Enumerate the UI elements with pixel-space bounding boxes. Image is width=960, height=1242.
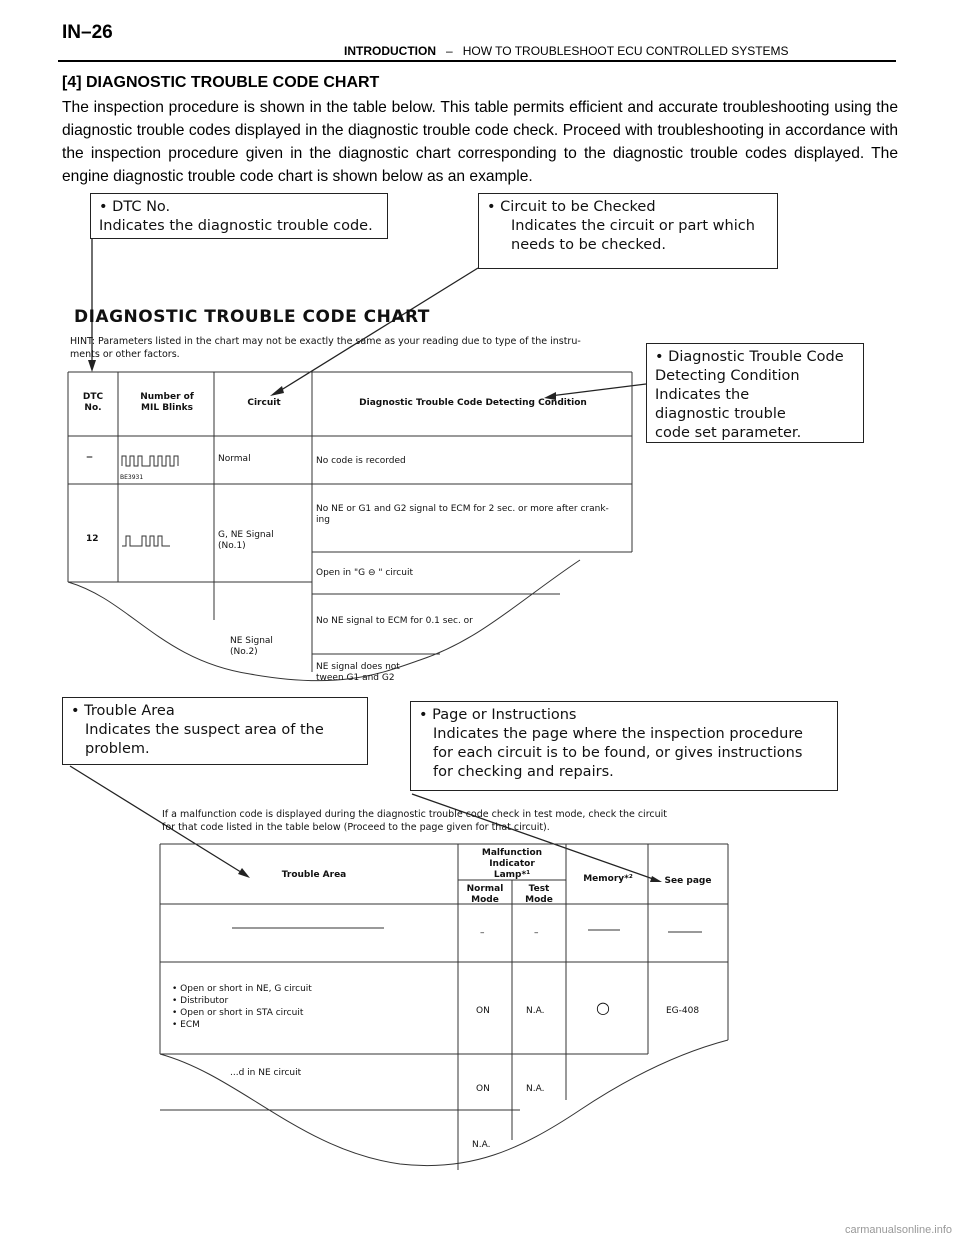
row2-area-2: • Distributor xyxy=(172,996,229,1006)
header-circuit: Circuit xyxy=(247,398,281,408)
page-number: IN–26 xyxy=(62,22,113,43)
callout-trouble-area-body: Indicates the suspect area of the problem. xyxy=(85,722,324,757)
header-separator: – xyxy=(446,44,453,58)
callout-circuit-title: • Circuit to be Checked xyxy=(487,199,656,215)
row2-dtc: 12 xyxy=(86,534,99,544)
watermark: carmanualsonline.info xyxy=(844,1224,952,1236)
callout-page-body: Indicates the page where the inspection procedure for each circuit is to be found, or gives instructions for checking and repairs. xyxy=(433,726,803,780)
header-mil-blinks: Number of MIL Blinks xyxy=(140,392,194,413)
callout-circuit xyxy=(478,193,778,269)
row2-circuit: G, NE Signal (No.1) xyxy=(218,530,274,551)
callout-dtc-no-body: Indicates the diagnostic trouble code. xyxy=(99,218,373,234)
row1-circuit: Normal xyxy=(218,454,251,464)
header-see-page: See page xyxy=(664,876,712,886)
header-test-mode: Test Mode xyxy=(525,884,553,905)
row2-see-page: EG-408 xyxy=(666,1006,700,1016)
malfunction-note: If a malfunction code is displayed during the diagnostic trouble code check in test mode, check the circuit for that code listed in the table below (Proceed to the page given for that circuit). xyxy=(162,809,667,833)
callout-trouble-area-title: • Trouble Area xyxy=(71,703,175,719)
chart-hint: HINT: Parameters listed in the chart may not be exactly the same as your reading due to type of the instru- ments or other factors. xyxy=(70,336,581,360)
callout-detecting-condition xyxy=(646,343,864,443)
callout-circuit-body: Indicates the circuit or part which needs to be checked. xyxy=(511,218,755,253)
row3-condition-2: NE signal does not tween G1 and G2 xyxy=(316,662,400,683)
header-dtc-no: DTC No. xyxy=(82,392,104,413)
row3-circuit: NE Signal (No.2) xyxy=(230,636,273,657)
row3-test: N.A. xyxy=(526,1084,545,1094)
callout-page-instructions xyxy=(410,701,838,791)
row2-normal: ON xyxy=(476,1006,490,1016)
callout-detecting-title: • Diagnostic Trouble Code xyxy=(655,349,844,365)
row1-test: – xyxy=(534,928,539,938)
row1-ref-code: BE3931 xyxy=(120,474,144,481)
callout-trouble-area xyxy=(62,697,368,765)
callout-detecting-body: Detecting Condition Indicates the diagnostic trouble code set parameter. xyxy=(655,368,802,441)
row2-memory: ○ xyxy=(596,998,610,1017)
header-section: INTRODUCTION xyxy=(344,44,436,58)
header-mil: Malfunction Indicator Lamp*¹ xyxy=(481,848,543,880)
callout-page-title: • Page or Instructions xyxy=(419,707,577,723)
callout-dtc-no-title: • DTC No. xyxy=(99,199,171,215)
header-trouble-area: Trouble Area xyxy=(281,870,347,880)
row3-normal: ON xyxy=(476,1084,490,1094)
row3-area: ...d in NE circuit xyxy=(230,1068,302,1078)
row2-area-1: • Open or short in NE, G circuit xyxy=(172,984,312,994)
header-normal-mode: Normal Mode xyxy=(466,884,504,905)
intro-paragraph: The inspection procedure is shown in the table below. This table permits efficient and accurate troubleshooting using the diagnostic trouble codes displayed in the diagnostic trouble code check. Proceed with troubleshooting in accordance with the inspection procedure given in the diagnostic chart corresponding to the diagnostic trouble codes displayed. The engine diagnostic trouble code chart is shown below as an example. xyxy=(62,99,898,185)
row2-condition-1: No NE or G1 and G2 signal to ECM for 2 sec. or more after crank- ing xyxy=(316,504,609,525)
row2-condition-2: Open in "G ⊖ " circuit xyxy=(316,568,413,578)
row2-area-4: • ECM xyxy=(172,1020,200,1030)
trouble-area-table xyxy=(160,844,728,1174)
chart-title: DIAGNOSTIC TROUBLE CODE CHART xyxy=(74,307,430,327)
section-title: [4] DIAGNOSTIC TROUBLE CODE CHART xyxy=(62,74,380,91)
row3-condition-1: No NE signal to ECM for 0.1 sec. or xyxy=(316,616,473,626)
row1-dtc: – xyxy=(86,449,93,465)
row1-condition: No code is recorded xyxy=(316,456,406,466)
row2-test: N.A. xyxy=(526,1006,545,1016)
row2-area-3: • Open or short in STA circuit xyxy=(172,1008,304,1018)
header-subsection: HOW TO TROUBLESHOOT ECU CONTROLLED SYSTEMS xyxy=(462,44,789,58)
header-condition: Diagnostic Trouble Code Detecting Condition xyxy=(359,398,587,408)
row1-normal: – xyxy=(480,928,485,938)
header-memory: Memory*² xyxy=(583,874,633,884)
row4-normal: N.A. xyxy=(472,1140,491,1150)
callout-dtc-no xyxy=(90,193,388,239)
